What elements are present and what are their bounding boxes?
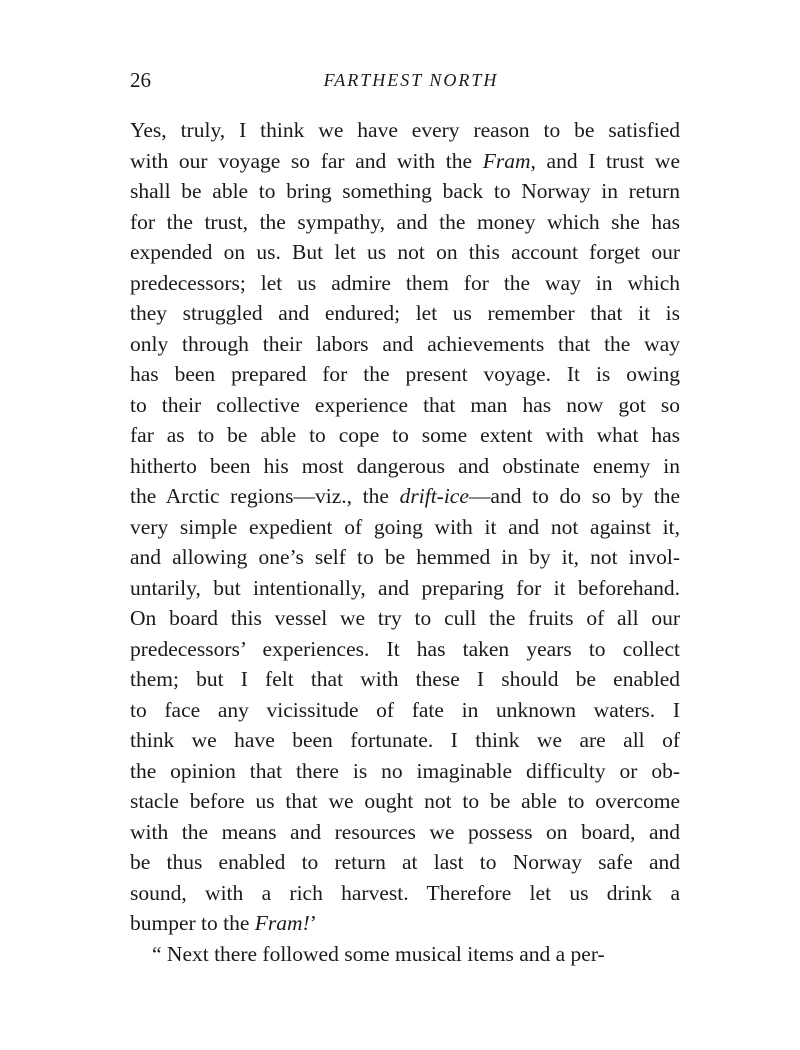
text-line: [130, 939, 680, 970]
text-line: [130, 237, 680, 268]
text-run: Yes, truly, I think we have every reason to be satisfied: [130, 118, 680, 142]
text-line: [130, 756, 680, 787]
running-head: FARTHEST NORTH: [323, 70, 499, 90]
text-run: very simple expedient of going with it and not against it,: [130, 514, 680, 539]
text-line: [130, 329, 680, 360]
text-run: expended on us. But let us not on this account forget our: [130, 240, 680, 264]
text-line: [130, 268, 680, 299]
italic-text: drift-ice: [399, 484, 469, 508]
text-run: to face any vicissitude of fate in unknown waters. I: [130, 697, 680, 722]
page-number: 26: [130, 68, 151, 92]
text-run: far as to be able to cope to some extent with what has: [130, 423, 680, 447]
text-line: [130, 146, 680, 177]
text-line: [130, 512, 680, 543]
text-line: [130, 451, 680, 482]
text-line: [130, 664, 680, 695]
page-header: [130, 68, 678, 98]
text-line: [130, 176, 680, 207]
text-run: —and to do so by the: [468, 484, 681, 508]
text-run: shall be able to bring something back to Norway in return: [130, 179, 680, 203]
text-line: [130, 695, 680, 726]
text-run: with the means and resources we possess on board, and: [130, 819, 680, 844]
text-run: them; but I felt that with these I should be enabled: [130, 667, 680, 691]
text-line: [130, 390, 680, 421]
text-line: [130, 817, 680, 848]
text-run: the opinion that there is no imaginable difficulty or ob-: [130, 758, 680, 783]
text-run: be thus enabled to return at last to Norway safe and: [130, 850, 680, 874]
text-run: , and I trust we: [530, 148, 681, 173]
text-run: hitherto been his most dangerous and obstinate enemy in: [130, 453, 680, 478]
text-run: stacle before us that we ought not to be able to overcome: [130, 789, 680, 813]
text-run: for the trust, the sympathy, and the money which she has: [130, 209, 680, 234]
text-line: [130, 634, 680, 665]
text-line: [130, 878, 680, 909]
text-run: has been prepared for the present voyage. It is owing: [130, 362, 680, 386]
text-run: bumper to the: [130, 911, 255, 935]
text-run: think we have been fortunate. I think we are all of: [130, 728, 680, 752]
text-run: sound, with a rich harvest. Therefore let us drink a: [130, 880, 680, 905]
text-line: [130, 573, 680, 604]
text-line: [130, 359, 680, 390]
italic-text: Fram: [482, 148, 531, 173]
text-run: On board this vessel we try to cull the fruits of all our: [130, 606, 680, 630]
text-line: [130, 908, 680, 939]
text-line: [130, 298, 680, 329]
text-line: [130, 542, 680, 573]
text-run: to their collective experience that man has now got so: [130, 392, 680, 417]
text-run: only through their labors and achievements that the way: [130, 331, 680, 356]
text-line: [130, 420, 680, 451]
text-run: with our voyage so far and with the: [130, 148, 483, 173]
body-text: [130, 115, 680, 969]
text-line: [130, 786, 680, 817]
text-line: [130, 603, 680, 634]
text-run: untarily, but intentionally, and preparing for it beforehand.: [130, 575, 680, 600]
text-line: [130, 725, 680, 756]
text-run: “ Next there followed some musical items and a per-: [152, 941, 605, 966]
text-run: they struggled and endured; let us remember that it is: [130, 301, 680, 325]
text-run: predecessors; let us admire them for the way in which: [130, 270, 680, 295]
text-run: and allowing one’s self to be hemmed in by it, not invol-: [130, 545, 680, 569]
text-run: predecessors’ experiences. It has taken years to collect: [130, 636, 680, 661]
text-run: the Arctic regions—viz., the: [130, 484, 400, 508]
text-line: [130, 207, 680, 238]
text-line: [130, 847, 680, 878]
italic-text: Fram!: [254, 911, 310, 935]
text-line: [130, 481, 680, 512]
text-line: [130, 115, 680, 146]
text-run: ’: [309, 911, 317, 935]
